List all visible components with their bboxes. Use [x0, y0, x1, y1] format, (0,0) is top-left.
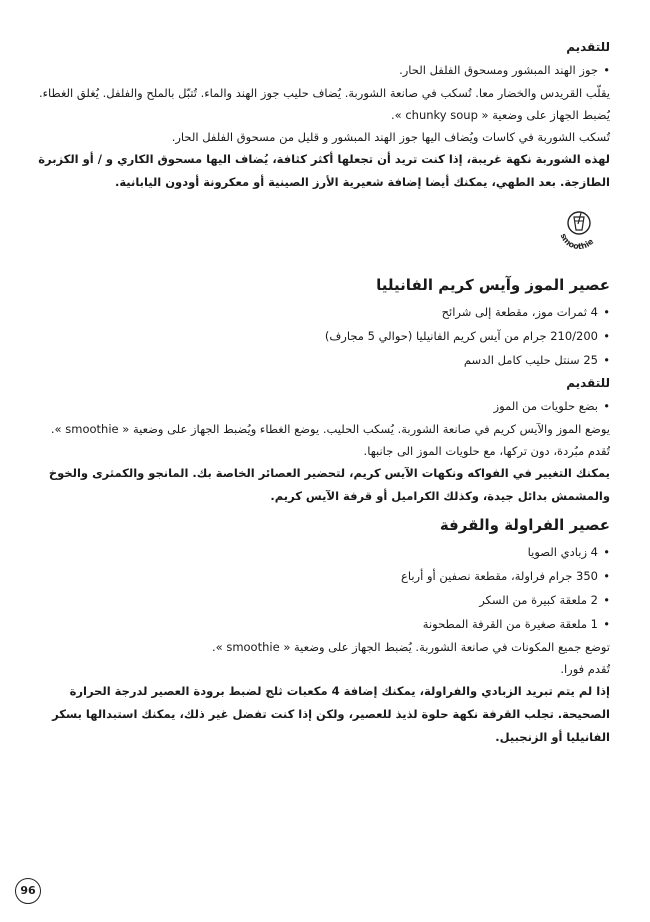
ingredient-item: • 4 زبادي الصويا [28, 540, 610, 564]
instruction-line: يقلّب القريدس والخضار معا. تُسكب في صانعة الشوربة. يُضاف حليب جوز الهند والماء. تُتبّل بالملح والفلفل. يُغلق الغطاء. [38, 86, 610, 100]
instruction-line: تُقدم مبُردة، دون تركها، مع حلويات الموز الى جانبها. [363, 444, 610, 458]
recipe-title: عصير الموز وآيس كريم الفانيليا [376, 276, 610, 294]
instruction-line: يوضع الموز والآيس كريم في صانعة الشوربة. يُسكب الحليب. يوضع الغطاء ويُضبط الجهاز على وضعية « smoothie ». [50, 422, 610, 436]
smoothie-label: smoothie [558, 232, 596, 252]
icon-spacer [28, 194, 610, 268]
ingredient-item: • 350 جرام فراولة، مقطعة نصفين أو أرباع [28, 564, 610, 588]
instruction-line: تُقدم فورا. [560, 662, 610, 676]
ingredient-item: • 4 ثمرات موز، مقطعة إلى شرائح [28, 300, 610, 324]
serving-list [28, 58, 610, 82]
recipe-title: عصير الفراولة والقرفة [439, 516, 610, 534]
instruction-line: توضع جميع المكونات في صانعة الشوربة. يُضبط الجهاز على وضعية « smoothie ». [211, 640, 610, 654]
serving-list [28, 394, 610, 418]
ingredient-item: • 2 ملعقة كبيرة من السكر [28, 588, 610, 612]
instruction-line: تُسكب الشوربة في كاسات ويُضاف اليها جوز الهند المبشور و قليل من مسحوق الفلفل الحار. [171, 130, 610, 144]
recipe-page [28, 36, 610, 749]
ingredients-list [28, 300, 610, 372]
tip-paragraph: لهذه الشوربة نكهة غريبة، إذا كنت تريد أن تجعلها أكثر كثافة، يُضاف اليها مسحوق الكاري و / أو الكزبرة الطازجة. بعد الطهي، يمكنك أيضا إضافة شعيرية الأرز الصينية أو معكرونة أودون اليابانية. [38, 152, 610, 189]
ingredient-item: • 1 ملعقة صغيرة من القرفة المطحونة [28, 612, 610, 636]
smoothie-cup-icon [554, 204, 604, 254]
ingredients-list [28, 540, 610, 636]
smoothie-icon [554, 204, 604, 254]
serving-heading: للتقديم [566, 376, 610, 390]
serving-heading: للتقديم [566, 40, 610, 54]
list-item: • جوز الهند المبشور ومسحوق الفلفل الحار. [28, 58, 610, 82]
ingredient-item: • 210/200 جرام من آيس كريم الفانيليا (حوالي 5 مجارف) [28, 324, 610, 348]
page-number: 96 [15, 878, 41, 904]
ingredient-item: • 25 سنتل حليب كامل الدسم [28, 348, 610, 372]
tip-paragraph: يمكنك التغيير في الفواكه ونكهات الآيس كريم، لتحضير العصائر الخاصة بك. المانجو والكمثرى والخوخ والمشمش بدائل جيدة، وكذلك الكراميل أو قرفة الآيس كريم. [48, 466, 610, 503]
instruction-line: يُضبط الجهاز على وضعية « chunky soup ». [391, 108, 610, 122]
list-item: • بضع حلويات من الموز [28, 394, 610, 418]
tip-paragraph: إذا لم يتم تبريد الزبادي والفراولة، يمكنك إضافة 4 مكعبات ثلج لضبط برودة العصير لدرجة الحرارة الصحيحة. تجلب القرفة نكهة حلوة لذيذ للعصير، ولكن إذا كنت تفضل غير ذلك، يمكنك استبدالها بسكر الفانيليا أو الزنجبيل. [52, 684, 610, 744]
